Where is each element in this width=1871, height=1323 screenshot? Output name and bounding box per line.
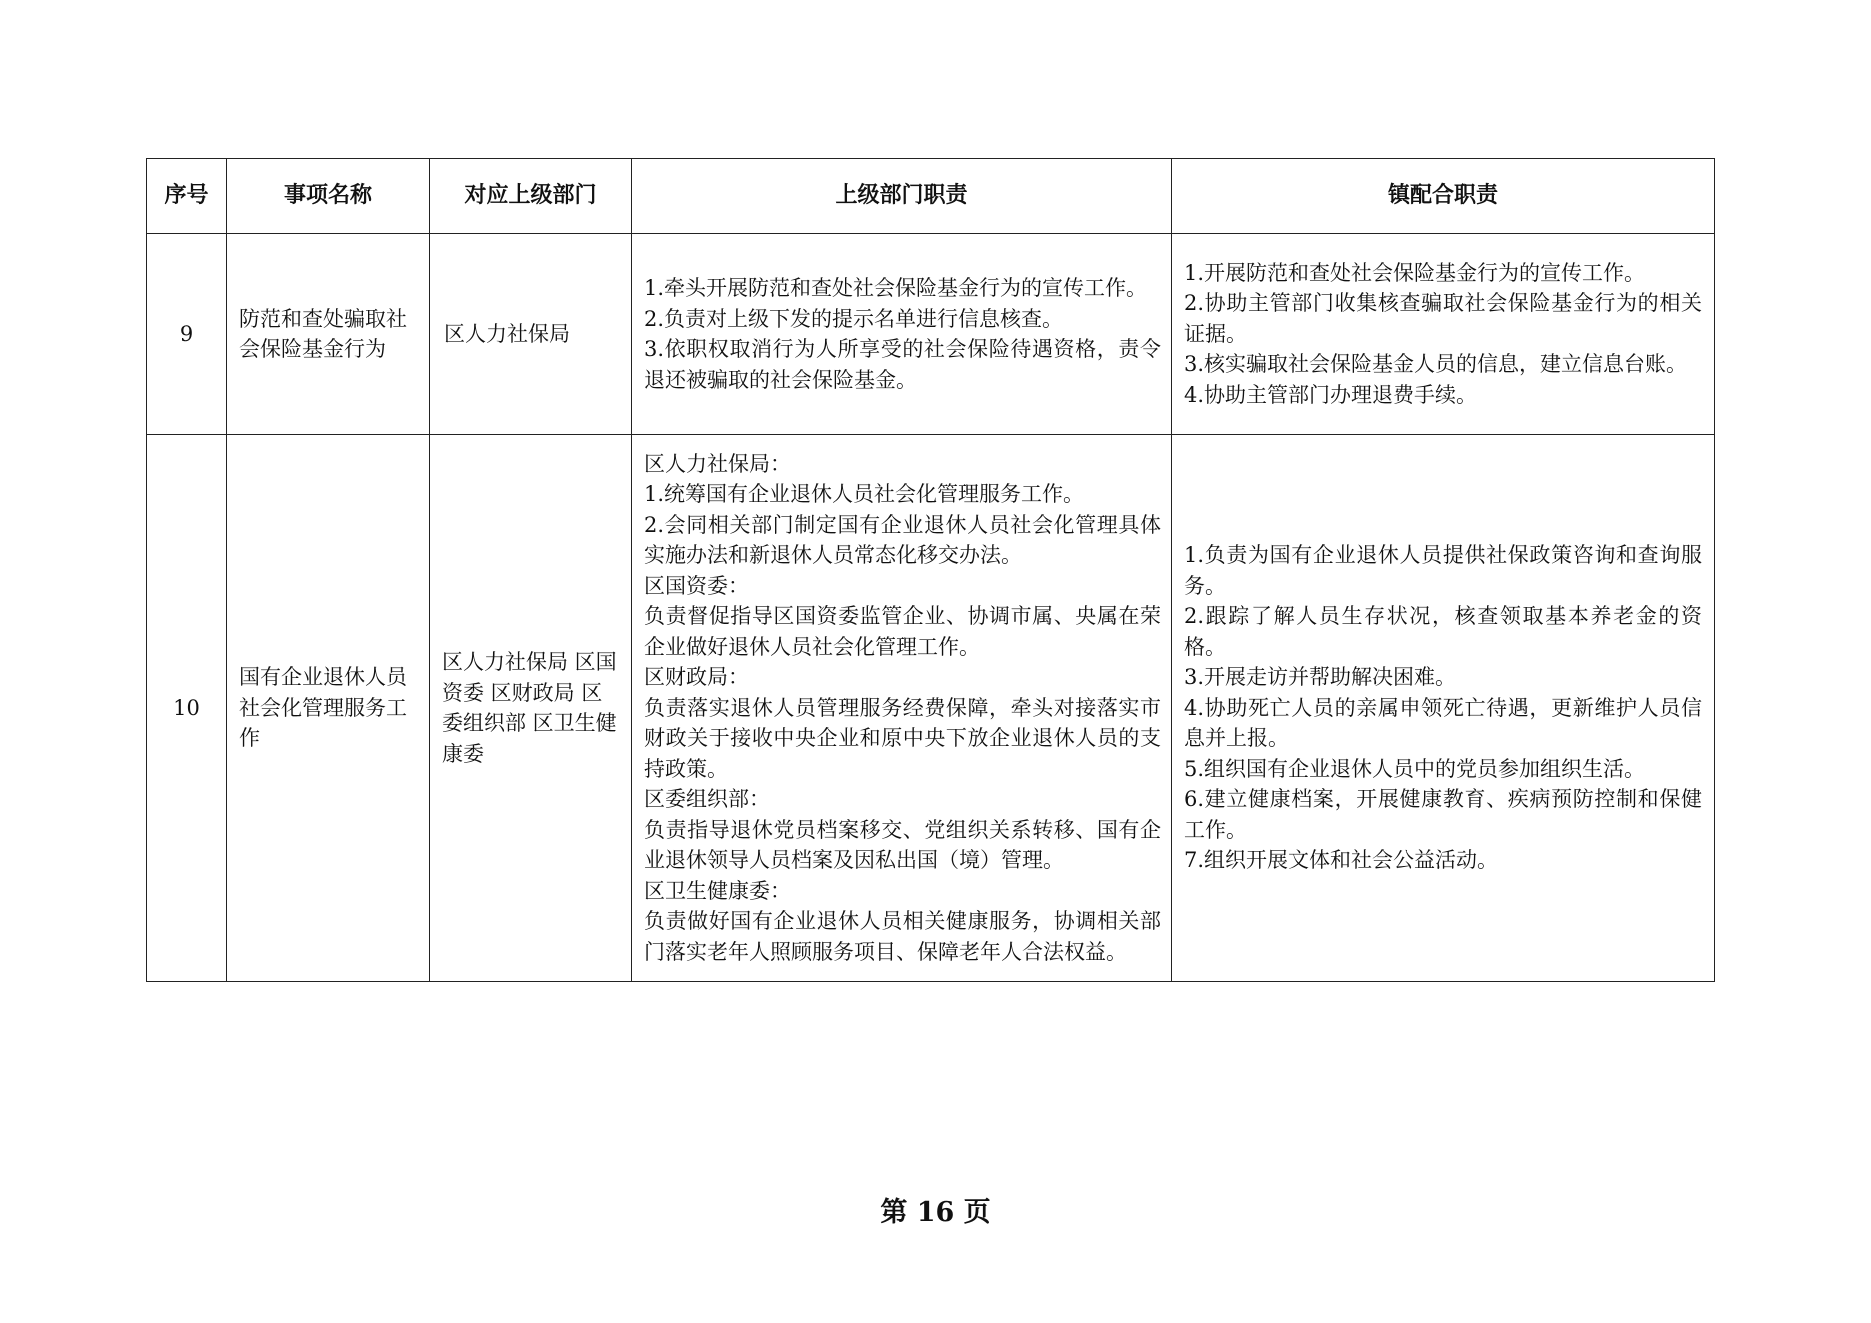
duty-line: 1.牵头开展防范和查处社会保险基金行为的宣传工作。 bbox=[644, 276, 1148, 300]
duty-line: 6.建立健康档案，开展健康教育、疾病预防控制和保健工作。 bbox=[1184, 787, 1702, 842]
row-item-name-cell: 防范和查处骗取社会保险基金行为 bbox=[227, 234, 430, 435]
row-superior-dept-cell: 区人力社保局 区国资委 区财政局 区委组织部 区卫生健康委 bbox=[430, 435, 632, 982]
duty-line: 3.核实骗取社会保险基金人员的信息，建立信息台账。 bbox=[1184, 352, 1688, 377]
header-item-name: 事项名称 bbox=[227, 159, 430, 234]
header-superior-duties: 上级部门职责 bbox=[632, 159, 1172, 234]
duty-dept-heading: 区国资委： bbox=[644, 573, 749, 598]
table-row bbox=[147, 234, 1715, 435]
table-row bbox=[147, 435, 1715, 982]
row-seq-cell: 10 bbox=[147, 435, 227, 982]
row-item-name-cell: 国有企业退休人员社会化管理服务工作 bbox=[227, 435, 430, 982]
duty-line: 1.开展防范和查处社会保险基金行为的宣传工作。 bbox=[1184, 260, 1646, 285]
header-superior-dept: 对应上级部门 bbox=[430, 159, 632, 234]
duty-line: 负责指导退休党员档案移交、党组织关系转移、国有企业退休领导人员档案及因私出国（境）管理。 bbox=[644, 817, 1161, 873]
duty-line: 3.依职权取消行为人所享受的社会保险待遇资格，责令退还被骗取的社会保险基金。 bbox=[644, 337, 1161, 392]
row-superior-duties-cell bbox=[632, 234, 1172, 435]
header-town-duties: 镇配合职责 bbox=[1172, 159, 1715, 234]
row-superior-dept-cell: 区人力社保局 bbox=[430, 234, 632, 435]
duty-line: 3.开展走访并帮助解决困难。 bbox=[1184, 665, 1457, 690]
row-town-duties-cell bbox=[1172, 234, 1715, 435]
page-number: 第 16 页 bbox=[880, 1197, 991, 1228]
duty-line: 负责做好国有企业退休人员相关健康服务，协调相关部门落实老年人照顾服务项目、保障老年人合法权益。 bbox=[644, 909, 1161, 964]
duty-line: 4.协助死亡人员的亲属申领死亡待遇，更新维护人员信息并上报。 bbox=[1184, 695, 1702, 751]
duty-line: 2.协助主管部门收集核查骗取社会保险基金行为的相关证据。 bbox=[1184, 291, 1702, 346]
duty-dept-heading: 区委组织部： bbox=[644, 787, 770, 812]
row-superior-duties-cell bbox=[632, 435, 1172, 982]
duty-dept-heading: 区人力社保局： bbox=[644, 451, 791, 476]
duty-dept-heading: 区卫生健康委： bbox=[644, 878, 791, 903]
duty-line: 2.会同相关部门制定国有企业退休人员社会化管理具体实施办法和新退休人员常态化移交办法。 bbox=[644, 512, 1161, 568]
duty-line: 2.跟踪了解人员生存状况，核查领取基本养老金的资格。 bbox=[1184, 604, 1702, 659]
duty-line: 2.负责对上级下发的提示名单进行信息核查。 bbox=[644, 306, 1064, 331]
row-town-duties-cell bbox=[1172, 435, 1715, 982]
table-header-row bbox=[147, 159, 1715, 234]
duty-line: 负责督促指导区国资委监管企业、协调市属、央属在荣企业做好退休人员社会化管理工作。 bbox=[644, 604, 1161, 659]
duty-line: 4.协助主管部门办理退费手续。 bbox=[1184, 382, 1478, 407]
header-seq: 序号 bbox=[147, 159, 227, 234]
duty-line: 1.负责为国有企业退休人员提供社保政策咨询和查询服务。 bbox=[1184, 543, 1702, 598]
duty-line: 5.组织国有企业退休人员中的党员参加组织生活。 bbox=[1184, 756, 1646, 781]
duty-line: 7.组织开展文体和社会公益活动。 bbox=[1184, 848, 1499, 873]
duty-line: 1.统筹国有企业退休人员社会化管理服务工作。 bbox=[644, 482, 1085, 507]
duty-dept-heading: 区财政局： bbox=[644, 665, 749, 690]
duty-line: 负责落实退休人员管理服务经费保障，牵头对接落实市财政关于接收中央企业和原中央下放企业退休人员的支持政策。 bbox=[644, 695, 1161, 781]
row-seq-cell: 9 bbox=[147, 234, 227, 435]
duty-table bbox=[146, 158, 1715, 982]
